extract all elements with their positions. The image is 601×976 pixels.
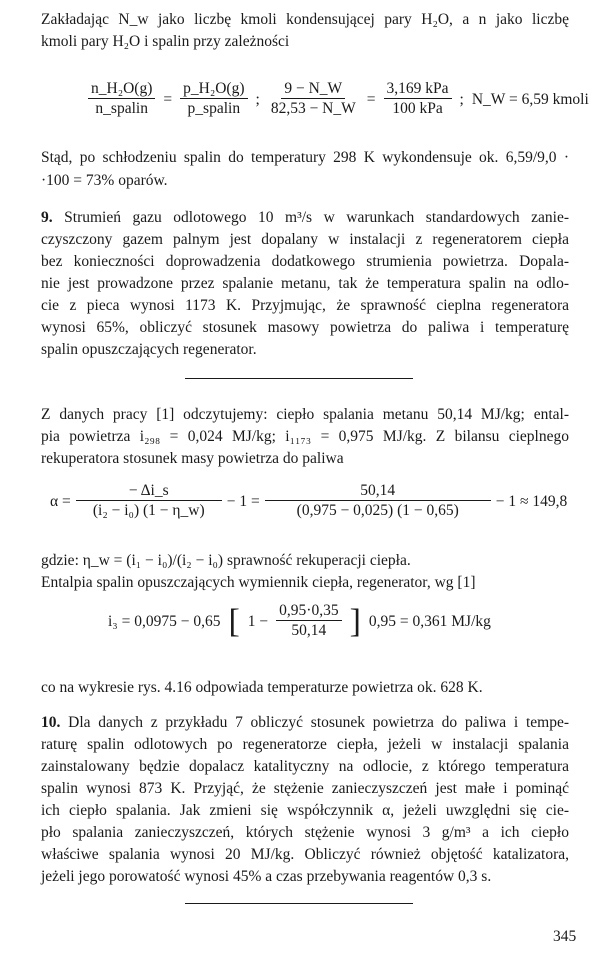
eq-den: 50,14 [291, 622, 327, 639]
text: Dla danych z przykładu 7 obliczyć stosunek powietrza do paliwa i tempe- [68, 714, 570, 731]
solution-line: pia powietrza i₂₉₈ = 0,024 MJ/kg; i₁₁₇₃ = 0,975 MJ/kg. Z bilansu cieplnego [41, 428, 569, 445]
eq-inner: 1 − [247, 612, 269, 630]
task-9-line: spalin opuszczających regenerator. [41, 341, 257, 358]
eq-result: − 1 ≈ 149,8 [495, 492, 568, 510]
solution-line: Z danych pracy [1] odczytujemy: ciepło spalania metanu 50,14 MJ/kg; ental- [41, 406, 569, 423]
eq-result: 0,95 = 0,361 MJ/kg [368, 612, 491, 630]
equation-i3: i₃ = 0,0975 − 0,65 [ 1 − $\frac{0,95\cdot 0,35}{50,14}$ ] 0,95 = 0,361 MJ/kg [108, 602, 491, 640]
eq-den: (i₂ − i₀) (1 − η_w) [92, 502, 205, 519]
eq-mid: − 1 = [226, 492, 260, 510]
eq-den: 100 kPa [392, 100, 443, 117]
text-line: Entalpia spalin opuszczających wymiennik ciepła, regenerator, wg [1] [41, 574, 476, 591]
text-line: Zakładając N_w jako liczbę kmoli kondensującej pary H₂O, a n jako liczbę [41, 11, 569, 28]
task-10-line: zainstalowany będzie dopalacz katalityczny na odlocie, z którego temperatura [41, 758, 569, 775]
eq-num: 9 − N_W [281, 80, 345, 99]
eq-den: p_spalin [187, 100, 241, 117]
task-number: 10. [41, 714, 61, 731]
task-10-line: jeżeli jego porowatość wynosi 45% a czas przebywania reagentów 0,3 s. [41, 868, 492, 885]
page-number: 345 [553, 928, 577, 945]
eq-num: 3,169 kPa [384, 80, 452, 99]
eq-result: N_W = 6,59 kmoli [471, 90, 589, 108]
eq-num: 50,14 [265, 482, 491, 501]
text-line: ·100 = 73% oparów. [41, 172, 168, 189]
task-10-line: raturę spalin odlotowych po regeneratorze ciepła, jeżeli w instalacji spalania [41, 736, 569, 753]
separator-rule [185, 903, 413, 904]
separator-rule [185, 378, 413, 379]
eq-lhs: α = [50, 492, 71, 510]
text-line: Stąd, po schłodzeniu spalin do temperatury 298 K wykondensuje ok. 6,59/9,0 · [41, 149, 569, 166]
task-9-line: wynosi 65%, obliczyć stosunek masowy powietrza do paliwa i temperaturę [41, 319, 569, 336]
equation-nw: $\frac{\text{n\_H₂O(g)}}{\text{n\_spalin}}$ = $\frac{\text{p\_H₂O(g)}}{\text{p\_spalin}}$ ; $\frac{9 - N\_W}{82,53 - N\_W}$ = $\frac{\text{3,169 kPa}}{\text{100 kPa}}$ ; N_W = 6,59 kmoli [88, 80, 589, 119]
task-9-line: czyszczony gazem palnym jest dopalany w instalacji z regeneratorem ciepła [41, 231, 569, 248]
task-number: 9. [41, 209, 53, 226]
task-9-line: cie z pieca wynosi 1173 K. Przyjmując, że sprawność cieplna regeneratora [41, 297, 569, 314]
task-10-line: spalin wynosi 873 K. Przyjąć, że stężenie zanieczyszczeń jest małe i pominąć [41, 780, 569, 797]
task-10-line: pło spalania zanieczyszczeń, których stężenie wynosi 3 g/m³ a ich ciepło [41, 824, 569, 841]
task-9-line [41, 208, 569, 228]
eq-num: n_H₂O(g) [88, 80, 155, 99]
text: Strumień gazu odlotowego 10 m³/s w warunkach standardowych zanie- [64, 209, 570, 226]
eq-den: 82,53 − N_W [270, 100, 356, 117]
eq-num: 0,95·0,35 [276, 602, 341, 621]
eq-num: − Δi_s [76, 482, 222, 501]
eq-num: p_H₂O(g) [180, 80, 247, 99]
text-line: kmoli pary H₂O i spalin przy zależności [41, 33, 290, 50]
text-line: co na wykresie rys. 4.16 odpowiada temperaturze powietrza ok. 628 K. [41, 679, 483, 696]
eq-den: n_spalin [95, 100, 148, 117]
task-10-line [41, 713, 569, 733]
task-10-line: właściwe spalania wynosi 20 MJ/kg. Obliczyć również objętość katalizatora, [41, 846, 569, 863]
task-9-line: nie jest prowadzone przez spalanie metanu, tak że temperatura spalin na odlo- [41, 275, 569, 292]
text-line: gdzie: η_w = (i₁ − i₀)/(i₂ − i₀) sprawność rekuperacji ciepła. [41, 552, 411, 569]
eq-lhs: i₃ = 0,0975 − 0,65 [108, 612, 221, 630]
task-9-line: bez konieczności doprowadzenia dodatkowego strumienia powietrza. Dopala- [41, 253, 569, 270]
equation-alpha [50, 482, 567, 521]
solution-line: rekuperatora stosunek masy powietrza do paliwa [41, 450, 344, 467]
eq-den: (0,975 − 0,025) (1 − 0,65) [296, 502, 459, 519]
task-10-line: ich ciepło spalania. Jak zmieni się współczynnik α, jeżeli uwzględni się cie- [41, 802, 569, 819]
